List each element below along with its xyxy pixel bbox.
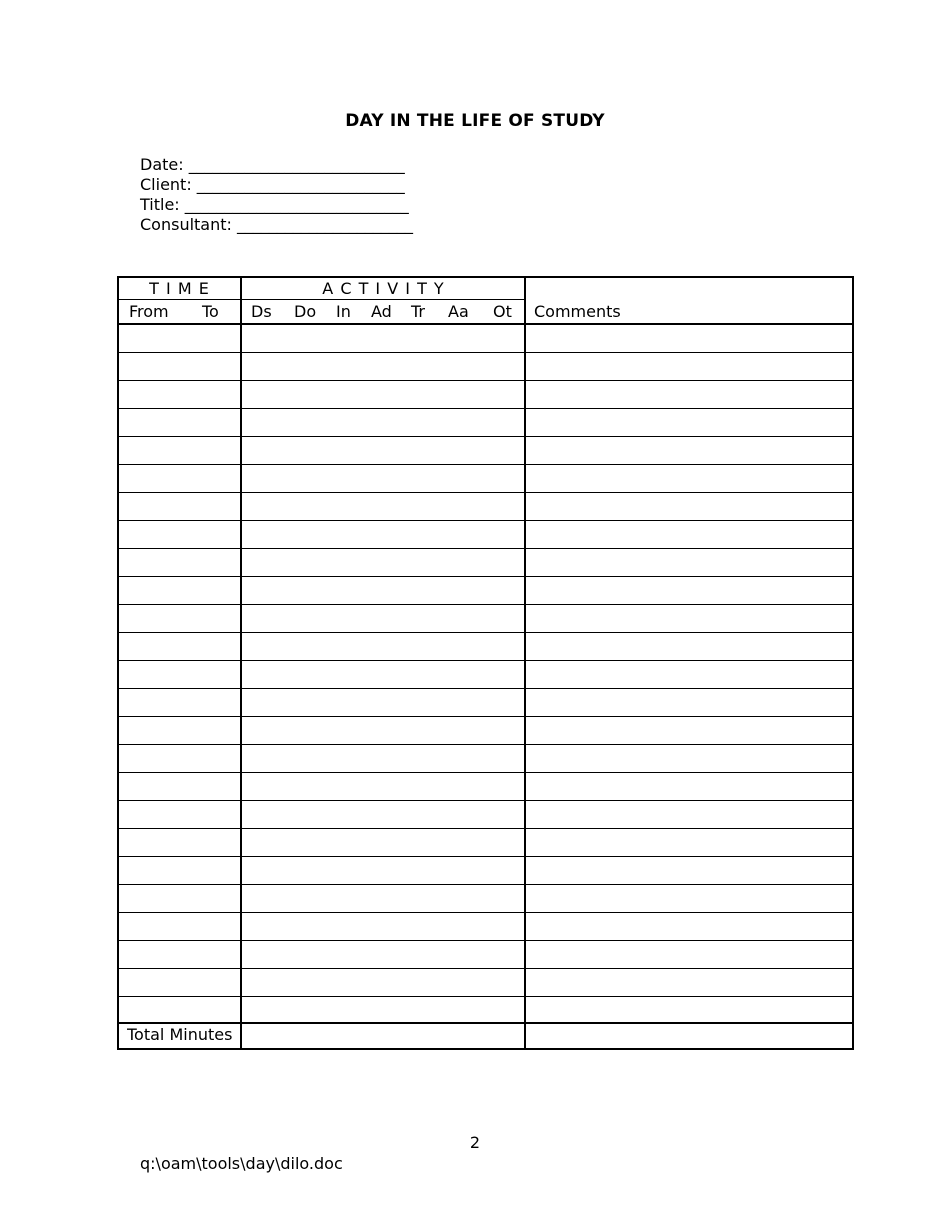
page-number: 2 — [469, 1133, 481, 1152]
row-divider — [119, 408, 852, 409]
total-minutes-label: Total Minutes — [127, 1025, 233, 1044]
activity-code-ad: Ad — [371, 302, 392, 321]
activity-group-header: A C T I V I T Y — [322, 279, 445, 298]
row-divider — [119, 996, 852, 997]
activity-log-table — [117, 276, 854, 1050]
activity-code-aa: Aa — [448, 302, 469, 321]
activity-code-in: In — [336, 302, 351, 321]
activity-code-do: Do — [294, 302, 317, 321]
consultant-field: Consultant: ______________________ — [140, 215, 413, 234]
row-divider — [119, 688, 852, 689]
activity-comments-divider — [524, 278, 526, 1048]
header-bottom-rule — [119, 323, 852, 325]
total-row-rule — [119, 1022, 852, 1024]
row-divider — [119, 492, 852, 493]
time-activity-divider — [240, 278, 242, 1048]
row-divider — [119, 436, 852, 437]
row-divider — [119, 716, 852, 717]
row-divider — [119, 604, 852, 605]
row-divider — [119, 856, 852, 857]
activity-code-ds: Ds — [251, 302, 272, 321]
row-divider — [119, 828, 852, 829]
time-group-header: T I M E — [149, 279, 210, 298]
row-divider — [119, 632, 852, 633]
row-divider — [119, 940, 852, 941]
date-field: Date: ___________________________ — [140, 155, 405, 174]
row-divider — [119, 884, 852, 885]
row-divider — [119, 380, 852, 381]
footer-file-path: q:\oam\tools\day\dilo.doc — [140, 1154, 343, 1173]
document-title: DAY IN THE LIFE OF STUDY — [345, 111, 605, 131]
row-divider — [119, 548, 852, 549]
row-divider — [119, 576, 852, 577]
row-divider — [119, 520, 852, 521]
row-divider — [119, 660, 852, 661]
from-column-header: From — [129, 302, 169, 321]
row-divider — [119, 744, 852, 745]
row-divider — [119, 912, 852, 913]
row-divider — [119, 464, 852, 465]
title-field: Title: ____________________________ — [140, 195, 409, 214]
header-subrule — [119, 299, 525, 300]
activity-code-ot: Ot — [493, 302, 512, 321]
row-divider — [119, 352, 852, 353]
to-column-header: To — [202, 302, 219, 321]
client-field: Client: __________________________ — [140, 175, 405, 194]
row-divider — [119, 772, 852, 773]
row-divider — [119, 968, 852, 969]
row-divider — [119, 800, 852, 801]
activity-code-tr: Tr — [411, 302, 425, 321]
comments-column-header: Comments — [534, 302, 621, 321]
